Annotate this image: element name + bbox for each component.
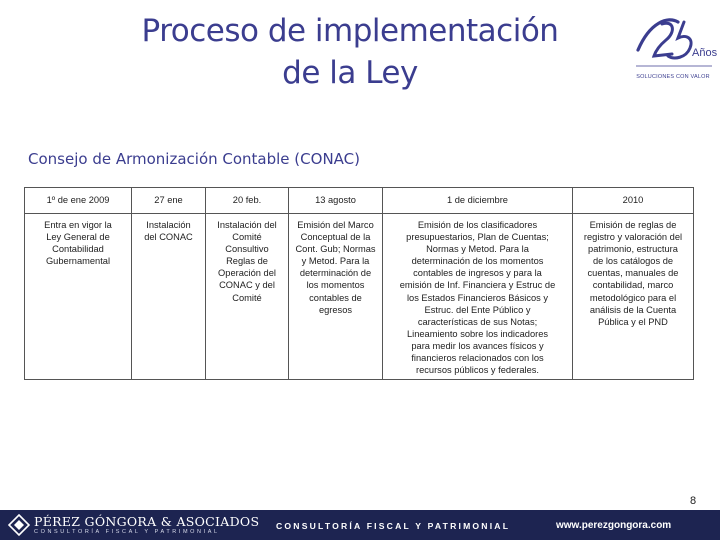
event-cell <box>573 214 694 380</box>
event-line: Reglas de <box>226 256 268 267</box>
event-line: del CONAC <box>144 232 193 243</box>
event-line: y Metod. Para la <box>301 256 370 267</box>
event-line: características de sus Notas; <box>417 316 538 327</box>
slide-title <box>100 10 600 94</box>
page-number: 8 <box>690 495 697 507</box>
timeline-events-row <box>25 214 694 380</box>
event-line: contables de <box>309 292 362 303</box>
title-line-2: de la Ley <box>282 55 418 91</box>
event-line: cuentas, manuales de <box>587 268 679 279</box>
logo-label: Años <box>692 47 718 59</box>
event-line: Estruc. del Ente Público y <box>424 304 531 315</box>
event-line: Entra en vigor la <box>44 220 112 230</box>
event-line: Lineamiento sobre los indicadores <box>406 328 549 339</box>
event-line: Operación del <box>218 268 276 279</box>
logo-caption: SOLUCIONES CON VALOR <box>636 74 710 80</box>
event-line: para medir los avances físicos y <box>411 340 544 351</box>
event-cell <box>132 214 206 380</box>
event-line: Consultivo <box>225 244 269 255</box>
event-line: CONAC y del <box>219 280 275 291</box>
event-line: Emisión del Marco <box>297 220 374 230</box>
event-line: contabilidad, marco <box>592 280 674 291</box>
event-line: egresos <box>318 304 353 315</box>
event-line: financieros relacionados con los <box>411 353 544 364</box>
timeline-dates-row <box>25 188 694 214</box>
date-cell: 20 feb. <box>206 188 289 214</box>
event-line: análisis de la Cuenta <box>589 304 677 315</box>
event-line: Ley General de <box>46 232 110 243</box>
footer-bar <box>0 510 720 540</box>
anniversary-25-icon <box>628 10 718 76</box>
event-line: presupuestarios, Plan de Cuentas; <box>406 232 549 243</box>
event-line: determinación de <box>299 268 372 279</box>
date-cell: 1 de diciembre <box>383 188 573 214</box>
event-line: Contabilidad <box>52 244 104 255</box>
anniversary-logo <box>628 10 718 90</box>
event-line: Instalación <box>146 220 191 230</box>
event-line: Gubernamental <box>45 256 111 267</box>
date-cell: 2010 <box>573 188 694 214</box>
event-line: Instalación del <box>217 220 277 230</box>
event-line: Cont. Gub; Normas <box>295 244 376 255</box>
event-line: contables de ingresos y para la <box>413 268 542 279</box>
event-line: patrimonio, estructura <box>588 244 678 255</box>
footer-tagline: CONSULTORÍA FISCAL Y PATRIMONIAL <box>276 521 511 531</box>
event-line: Comité <box>232 292 262 303</box>
event-line: Comité <box>232 232 262 243</box>
event-line: los momentos <box>306 280 365 291</box>
date-cell: 13 agosto <box>289 188 383 214</box>
event-cell <box>206 214 289 380</box>
event-line: Normas y Metod. Para la <box>426 244 529 255</box>
event-line: registro y valoración del <box>583 232 683 243</box>
company-subtitle: CONSULTORÍA FISCAL Y PATRIMONIAL <box>34 529 220 535</box>
event-line: metodológico para el <box>589 292 677 303</box>
event-line: Emisión de los clasificadores <box>417 220 538 230</box>
event-line: Emisión de reglas de <box>589 220 677 230</box>
event-line: los Estados Financieros Básicos y <box>406 292 549 303</box>
event-cell <box>25 214 132 380</box>
date-cell: 1º de ene 2009 <box>25 188 132 214</box>
event-line: recursos públicos y federales. <box>416 365 539 376</box>
event-line: de los catálogos de <box>592 256 674 267</box>
event-line: Pública y el PND <box>598 316 668 327</box>
timeline-table <box>24 187 694 380</box>
event-line: determinación de los momentos <box>411 256 544 267</box>
event-line: Conceptual de la <box>300 232 371 243</box>
company-name: PÉREZ GÓNGORA & ASOCIADOS <box>34 514 260 529</box>
website-link[interactable]: www.perezgongora.com <box>556 520 672 531</box>
company-logo-icon <box>8 514 30 536</box>
event-cell <box>289 214 383 380</box>
title-line-1: Proceso de implementación <box>141 13 559 49</box>
section-subtitle: Consejo de Armonización Contable (CONAC) <box>28 150 360 168</box>
event-cell <box>383 214 573 380</box>
event-line: emisión de Inf. Financiera y Estruc de <box>399 280 556 291</box>
date-cell: 27 ene <box>132 188 206 214</box>
